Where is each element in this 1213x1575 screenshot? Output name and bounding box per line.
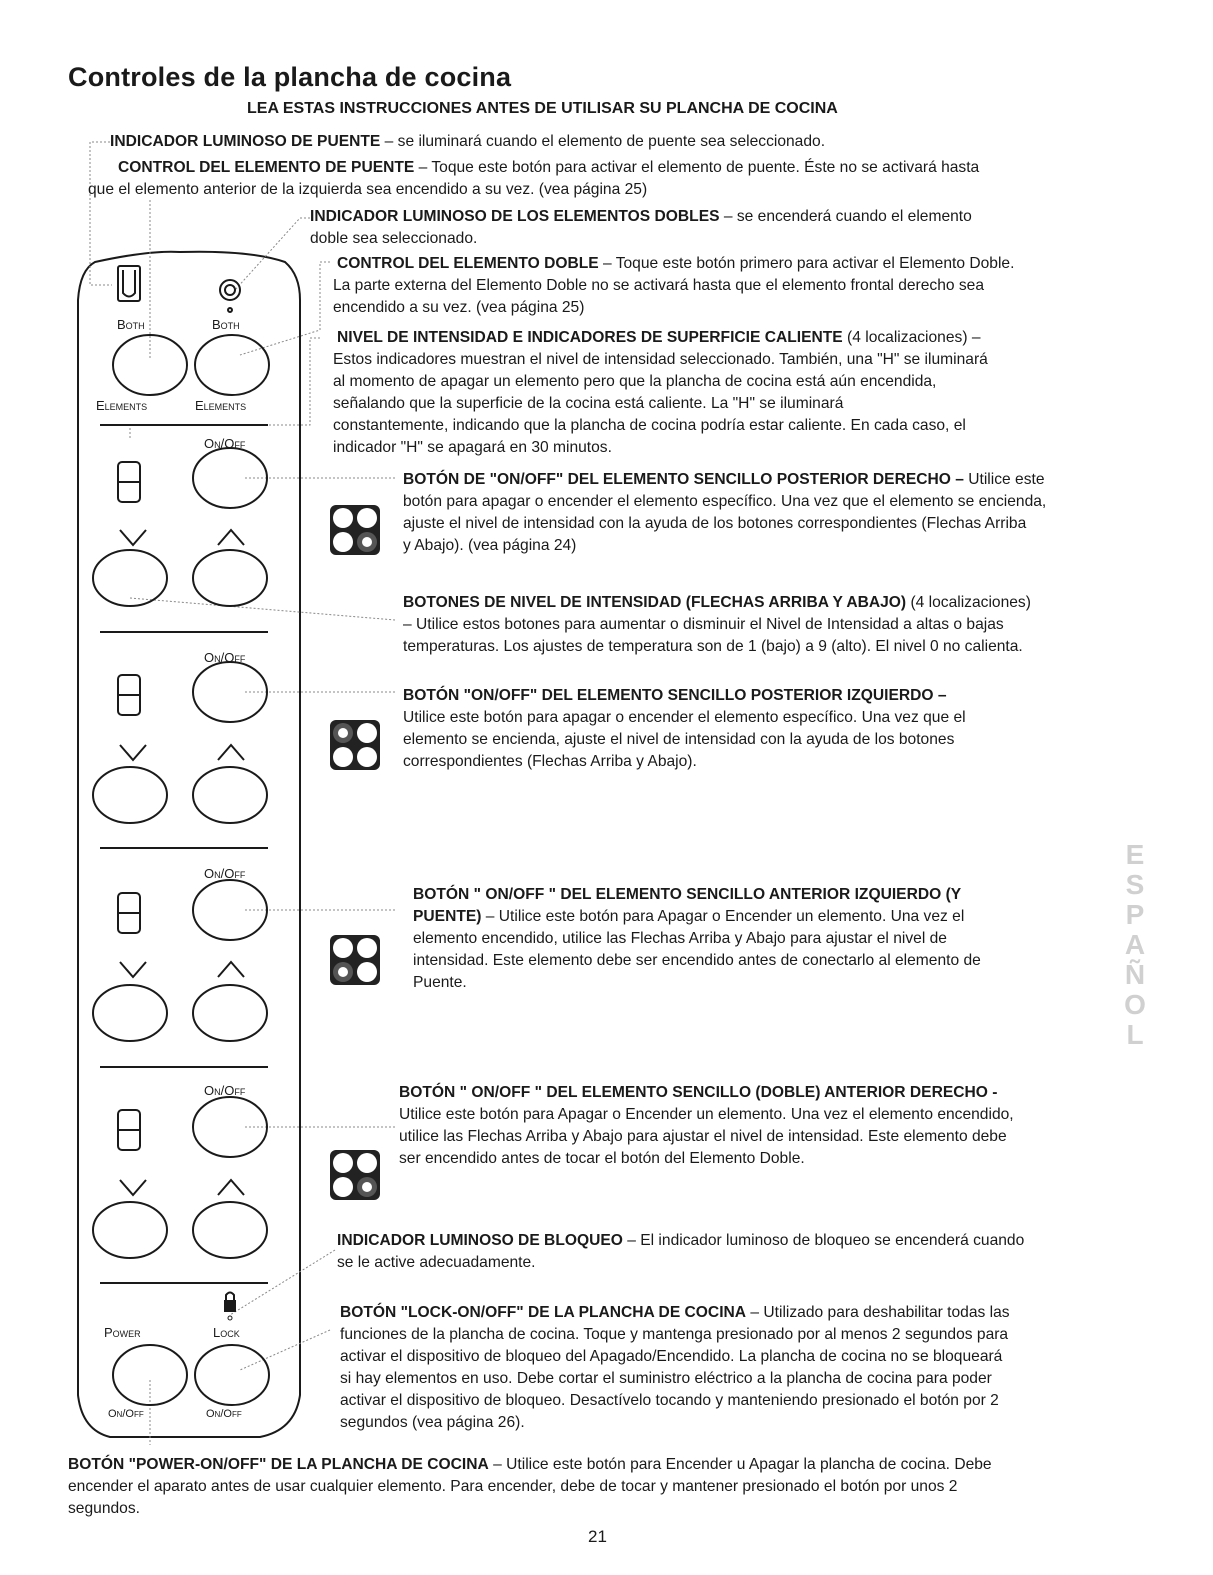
dual-control-text: CONTROL DEL ELEMENTO DOBLE – Toque este botón primero para activar el Elemento Doble. — [337, 255, 1015, 272]
page-title: Controles de la plancha de cocina — [68, 62, 512, 92]
language-side-tab: E S P A Ñ O L — [1124, 839, 1146, 1050]
lock-label: Lock — [213, 1325, 240, 1340]
level-indicators-text-2: Estos indicadores muestran el nivel de intensidad seleccionado. También, una "H" se iluminará al momento de apagar un elemento pero que la plancha de cocina está aún encendida, señalando que la superficie de la cocina está caliente. La "H" se iluminará constantemente, indicando que la plancha de cocina podría estar caliente. En cada caso, el indicador "H" se apagará en 30 minutos. — [333, 351, 988, 456]
level-indicators-text: NIVEL DE INTENSIDAD E INDICADORES DE SUPERFICIE CALIENTE (4 localizaciones) – — [337, 329, 981, 346]
burner-front-left-icon — [330, 935, 380, 985]
power-button-text: BOTÓN "POWER-ON/OFF" DE LA PLANCHA DE COCINA – Utilice este botón para Encender u Apagar la plancha de cocina. Debe encender el aparato antes de usar cualquier elemento. Para encender, debe de tocar y mantener presionado el botón por unos 2 segundos. — [68, 1456, 992, 1517]
lock-button-text: BOTÓN "LOCK-ON/OFF" DE LA PLANCHA DE COCINA – Utilizado para deshabilitar todas las funciones de la plancha de cocina. Toque y mantenga presionado por al menos 2 segundos para activar el dispositivo de bloqueo del Apagado/Encendido. La plancha de cocina no se bloqueará si hay elementos en uso. Debe cortar el suministro eléctrico a la plancha de cocina para poder activar el dispositivo de bloqueo. Desactívelo tocando y manteniendo presionado el botón por 2 segundos (vea página 26). — [340, 1304, 1010, 1431]
arrows-text: BOTONES DE NIVEL DE INTENSIDAD (FLECHAS ARRIBA Y ABAJO) (4 localizaciones) – Utilice estos botones para aumentar o disminuir el Nivel de Intensidad a altas o bajas temperaturas. Los ajustes de temperatura son de 1 (bajo) a 9 (alto). El nivel 0 no calienta. — [403, 594, 1031, 655]
power-onoff-label: On/Off — [108, 1408, 144, 1420]
lock-onoff-label: On/Off — [206, 1408, 242, 1420]
onoff-label-1: On/Off — [204, 436, 246, 451]
bridge-indicator-text: INDICADOR LUMINOSO DE PUENTE – se iluminará cuando el elemento de puente sea seleccionado. — [110, 133, 826, 150]
lock-indicator-text: INDICADOR LUMINOSO DE BLOQUEO – El indicador luminoso de bloqueo se encenderá cuando se le active adecuadamente. — [337, 1232, 1025, 1271]
power-label: Power — [104, 1325, 141, 1340]
front-right-text: BOTÓN " ON/OFF " DEL ELEMENTO SENCILLO (DOBLE) ANTERIOR DERECHO - Utilice este botón para Apagar o Encender un elemento. Una vez el elemento encendido, utilice las Flechas Arriba y Abajo para ajustar el nivel de intensidad. Este elemento debe ser encendido antes de tocar el botón del Elemento Doble. — [399, 1084, 1014, 1167]
burner-rear-left-icon — [330, 720, 380, 770]
both-right-label: Both — [212, 317, 240, 332]
onoff-label-2: On/Off — [204, 650, 246, 665]
rear-left-text: BOTÓN "ON/OFF" DEL ELEMENTO SENCILLO POSTERIOR IZQUIERDO – Utilice este botón para apagar o encender el elemento específico. Una vez que el elemento se encienda, ajuste el nivel de intensidad con la ayuda de los botones correspondientes (Flechas Arriba y Abajo). — [403, 687, 966, 770]
elements-left-label: Elements — [96, 398, 148, 413]
rear-right-text: BOTÓN DE "ON/OFF" DEL ELEMENTO SENCILLO POSTERIOR DERECHO – Utilice este botón para apagar o encender el elemento específico. Una vez que el elemento se encienda, ajuste el nivel de intensidad con la ayuda de los botones correspondientes (Flechas Arriba y Abajo). (vea página 24) — [403, 471, 1047, 554]
elements-right-label: Elements — [195, 398, 247, 413]
page-subtitle: LEA ESTAS INSTRUCCIONES ANTES DE UTILISAR SU PLANCHA DE COCINA — [247, 100, 838, 117]
both-left-label: Both — [117, 317, 145, 332]
bridge-indicator-icon — [118, 266, 140, 301]
burner-rear-right-icon — [330, 505, 380, 555]
burner-front-right-icon — [330, 1150, 380, 1200]
bridge-control-text-2: que el elemento anterior de la izquierda sea encendido a su vez. (vea página 25) — [88, 181, 648, 198]
dual-control-text-2: La parte externa del Elemento Doble no se activará hasta que el elemento frontal derecho sea encendido a su vez. (vea página 25) — [333, 277, 985, 316]
dual-indicator-icon — [220, 280, 240, 312]
lock-indicator-icon — [224, 1293, 236, 1321]
dual-indicator-text: INDICADOR LUMINOSO DE LOS ELEMENTOS DOBLES – se encenderá cuando el elemento doble sea seleccionado. — [310, 208, 972, 247]
onoff-label-3: On/Off — [204, 866, 246, 881]
bridge-control-text: CONTROL DEL ELEMENTO DE PUENTE – Toque este botón para activar el elemento de puente. Éste no se activará hasta — [118, 159, 980, 176]
page-number: 21 — [588, 1527, 607, 1546]
front-left-text: BOTÓN " ON/OFF " DEL ELEMENTO SENCILLO ANTERIOR IZQUIERDO (Y PUENTE) – Utilice este botón para Apagar o Encender un elemento. Una vez el elemento encendido, utilice las Flechas Arriba y Abajo para ajustar el nivel de intensidad. Este elemento debe ser encendido antes de conectarlo al elemento de Puente. — [413, 886, 981, 991]
onoff-label-4: On/Off — [204, 1083, 246, 1098]
